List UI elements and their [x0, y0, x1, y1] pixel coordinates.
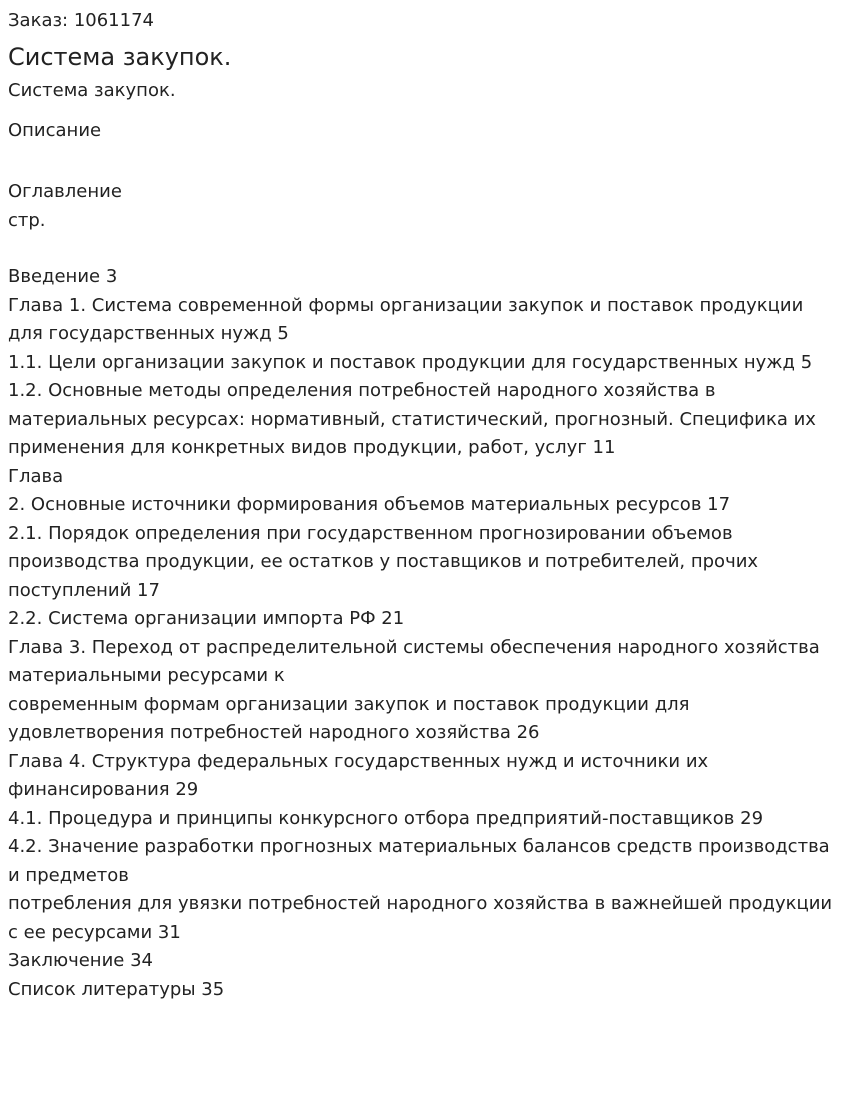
toc-item: 4.1. Процедура и принципы конкурсного отбора предприятий-поставщиков 29 [8, 807, 764, 829]
toc-heading: Оглавление [8, 181, 122, 202]
toc-item: 2.1. Порядок определения при государственном прогнозировании объемов производства продукции, ее остатков у поставщиков и потребителей, прочих поступлений 17 [8, 522, 759, 601]
toc-item: современным формам организации закупок и поставок продукции для удовлетворения потребностей народного хозяйства 26 [8, 693, 690, 743]
toc-item: потребления для увязки потребностей народного хозяйства в важнейшей продукции с ее ресурсами 31 [8, 893, 833, 943]
toc-page-label: стр. [8, 209, 46, 231]
toc-item: 1.1. Цели организации закупок и поставок продукции для государственных нужд 5 [8, 351, 813, 373]
toc-item: 2.2. Система организации импорта РФ 21 [8, 608, 405, 629]
toc-item: Введение 3 [8, 266, 118, 287]
order-number: Заказ: 1061174 [8, 10, 154, 31]
toc-item: Список литературы 35 [8, 978, 225, 1000]
toc-list [8, 263, 839, 1004]
toc-item: 1.2. Основные методы определения потребностей народного хозяйства в материальных ресурсах: нормативный, статистический, прогнозный. Специфика их применения для конкретных видов продукции, работ, услуг 11 [8, 380, 816, 458]
toc-item: Глава 1. Система современной формы организации закупок и поставок продукции для государственных нужд 5 [8, 294, 804, 344]
description-heading: Описание [8, 120, 102, 141]
toc-item: Заключение 34 [8, 950, 153, 971]
page-title: Система закупок. [8, 43, 232, 71]
page-subtitle: Система закупок. [8, 80, 176, 101]
toc-item: 4.2. Значение разработки прогнозных материальных балансов средств производства и предметов [8, 836, 830, 886]
toc-item: 2. Основные источники формирования объемов материальных ресурсов 17 [8, 494, 731, 515]
toc-item: Глава [8, 465, 64, 487]
toc-item: Глава 3. Переход от распределительной системы обеспечения народного хозяйства материальными ресурсами к [8, 636, 820, 686]
toc-item: Глава 4. Структура федеральных государственных нужд и источники их финансирования 29 [8, 750, 709, 800]
